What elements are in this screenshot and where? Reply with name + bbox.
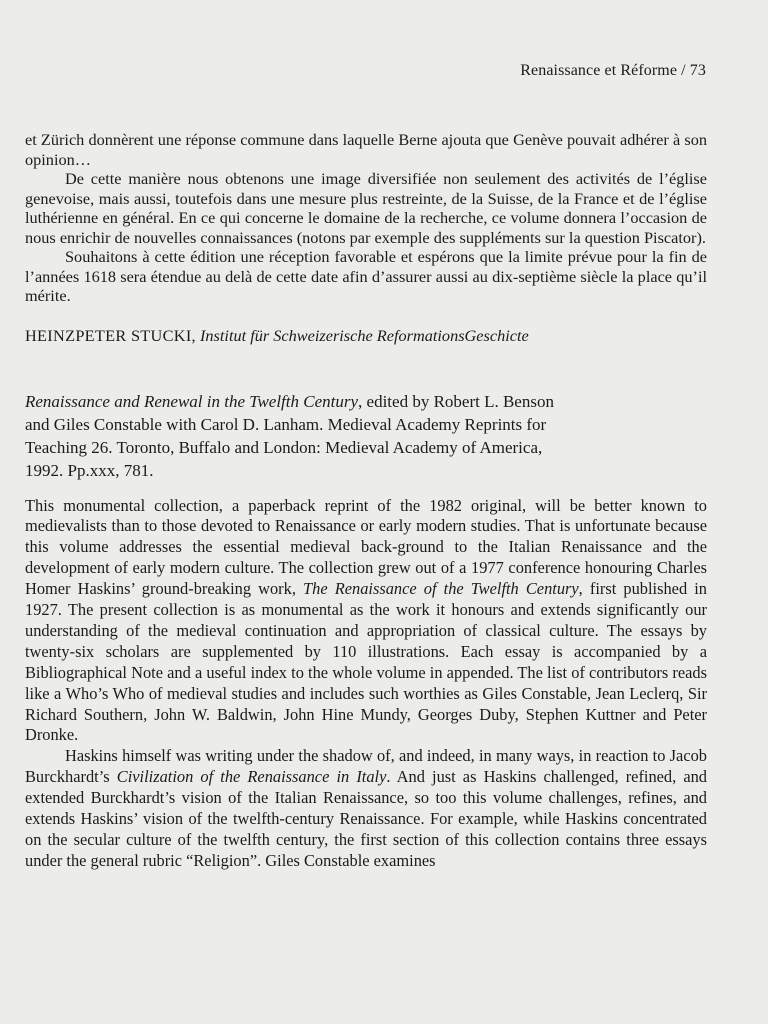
running-head: Renaissance et Réforme / 73 — [520, 62, 706, 79]
reviewer-institution: Institut für Schweizerische ReformationsGeschicte — [200, 325, 529, 345]
citation-line-3: Teaching 26. Toronto, Buffalo and London: Medieval Academy of America, — [25, 437, 543, 457]
french-review-continuation — [25, 130, 707, 306]
citation-editors: , edited by Robert L. Benson — [358, 391, 554, 411]
review-p2-text-b: . And just as Haskins challenged, refined, and extended Burckhardt’s vision of the Italian Renaissance, so too this volume challenges, refines, and extends Haskins’ vision of the twelfth-century Renaissance. For example, while Haskins concentrated on the secular culture of the twelfth century, the first section of this collection contains three essays under the general rubric “Religion”. Giles Constable examines — [25, 767, 707, 870]
page-body — [25, 130, 707, 872]
review-paragraph-1 — [25, 496, 707, 747]
citation-line-1 — [25, 390, 707, 413]
english-review-body — [25, 496, 707, 872]
review-p2-title: Civilization of the Renaissance in Italy — [116, 767, 387, 787]
review-paragraph-2 — [25, 746, 707, 871]
citation-line-4: 1992. Pp.xxx, 781. — [25, 460, 154, 480]
french-paragraph-3: Souhaitons à cette édition une réception favorable et espérons que la limite prévue pour la fin de l’années 1618 sera étendue au delà de cette date afin d’assurer aussi au dix-septième siècle la place qu’il mérite. — [25, 247, 707, 305]
review-p1-text-a: This monumental collection, a paperback reprint of the 1982 original, will be better known to medievalists than to those devoted to Renaissance or early modern studies. That is unfortunate because this volume addresses the essential medieval back-ground to the Italian Renaissance and the development of early modern culture. The collection grew out of a 1977 conference honouring Charles Homer Haskins’ ground-breaking work, — [25, 495, 707, 599]
citation-line-2: and Giles Constable with Carol D. Lanham. Medieval Academy Reprints for — [25, 414, 547, 434]
french-paragraph-2: De cette manière nous obtenons une image diversifiée non seulement des activités de l’église genevoise, mais aussi, toutefois dans une mesure plus restreinte, de la Suisse, de la France et de l’église luthérienne en général. En ce qui concerne le domaine de la recherche, ce volume donnera l’occasion de nous enrichir de nouvelles connaissances (notons par exemple des suppléments sur la question Piscator). — [25, 169, 707, 247]
french-paragraph-1: et Zürich donnèrent une réponse commune dans laquelle Berne ajouta que Genève pouvait adhérer à son opinion… — [25, 130, 707, 169]
reviewer-signature — [25, 326, 707, 346]
reviewer-name: HEINZPETER STUCKI, — [25, 325, 196, 345]
review-p1-text-b: , first published in 1927. The present collection is as monumental as the work it honours and extends significantly our understanding of the medieval continuation and appropriation of classical culture. The essays by twenty-six scholars are supplemented by 110 illustrations. Each essay is accompanied by a Bibliographical Note and a useful index to the whole volume in appended. The list of contributors reads like a Who’s Who of medieval studies and includes such worthies as Giles Constable, Jean Leclerq, Sir Richard Southern, John W. Baldwin, John Hine Mundy, Georges Duby, Stephen Kuttner and Peter Dronke. — [25, 579, 707, 745]
review-p2-text-a: Haskins himself was writing under the shadow of, and indeed, in many ways, in reaction to Jacob Burckhardt’s — [25, 746, 707, 787]
book-citation — [25, 390, 707, 482]
book-title: Renaissance and Renewal in the Twelfth Century — [25, 391, 359, 411]
review-p1-title: The Renaissance of the Twelfth Century — [303, 579, 579, 599]
